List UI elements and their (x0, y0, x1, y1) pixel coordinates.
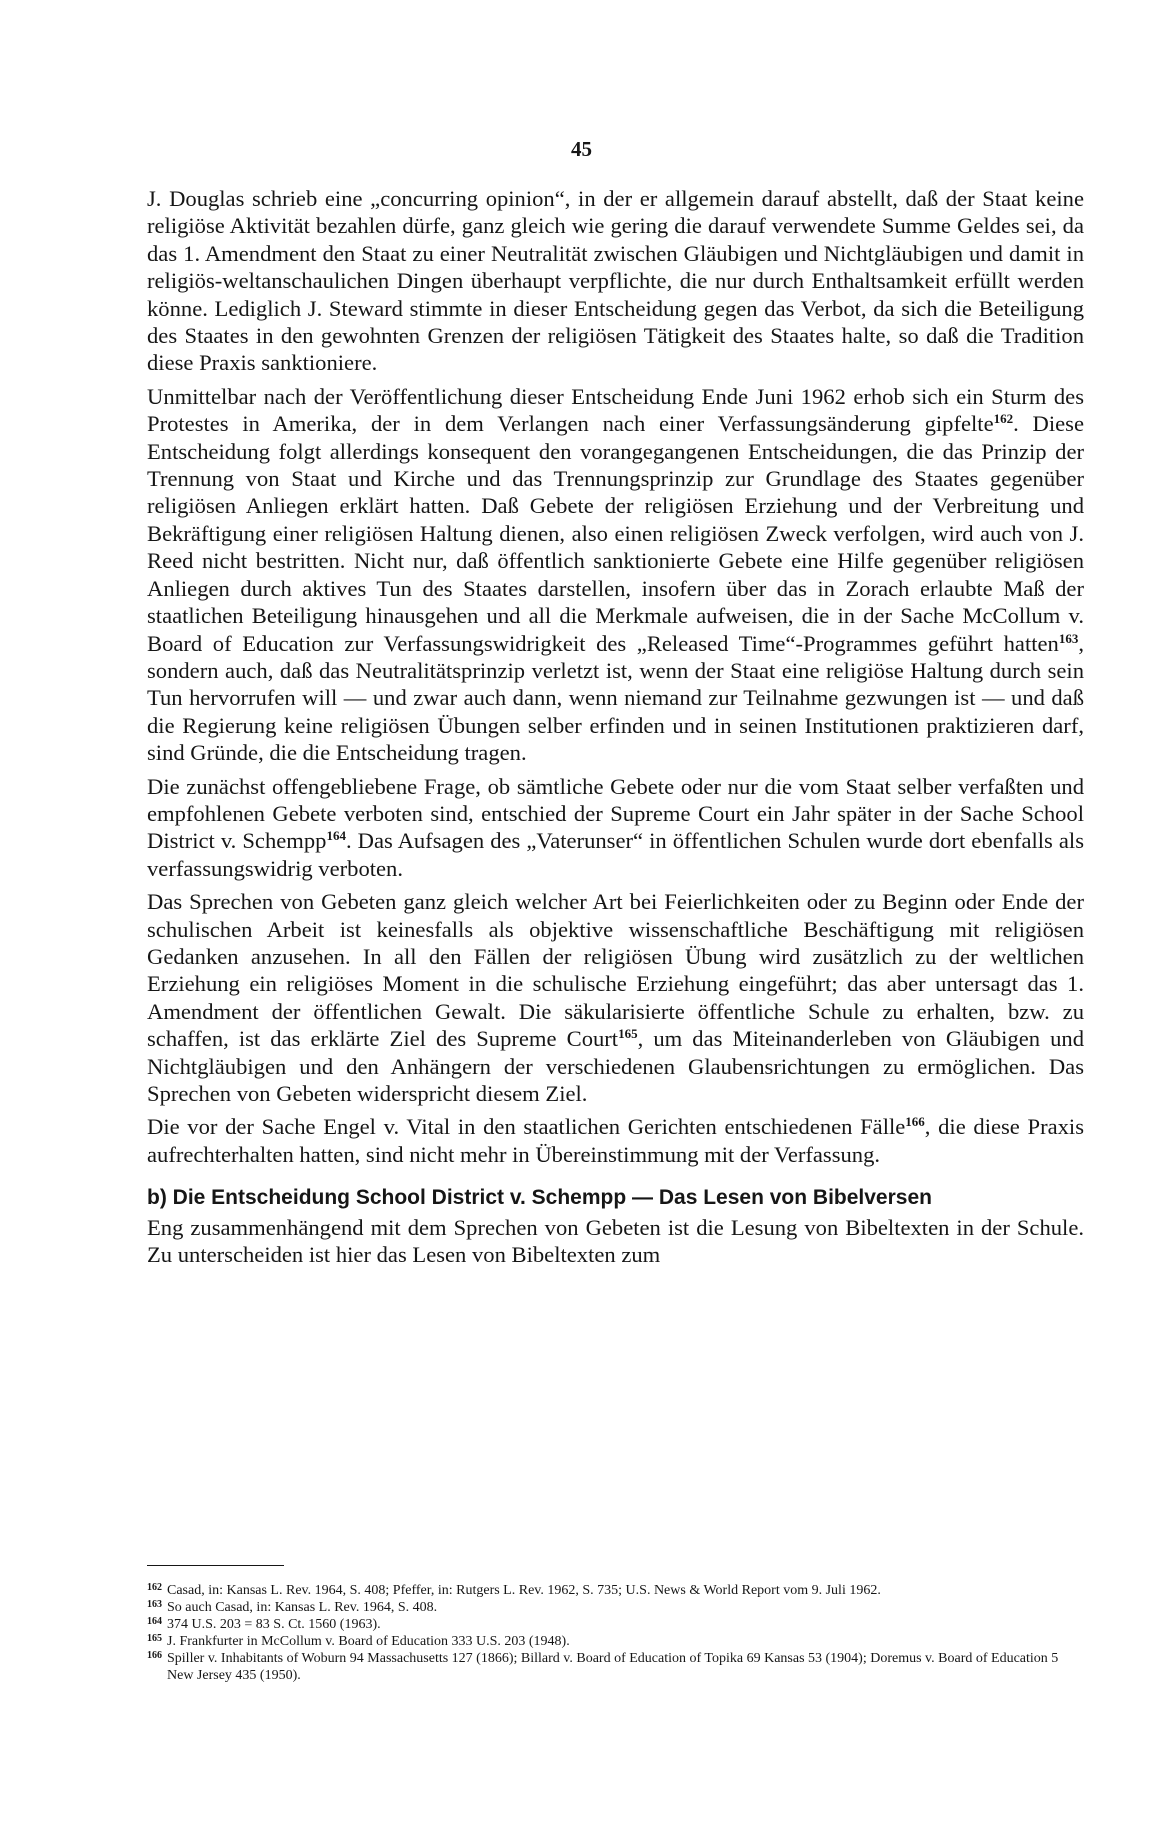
section-heading: b) Die Entscheidung School District v. Schempp — Das Lesen von Bibelversen (147, 1186, 932, 1210)
footnote (147, 1616, 1084, 1633)
footnote-mark: 165 (147, 1633, 162, 1644)
paragraph: Die zunächst offengebliebene Frage, ob sämtliche Gebete oder nur die vom Staat selber verfaßten und empfohlenen Gebete verboten sind, entschied der Supreme Court ein Jahr später in der Sache School District v. Schempp$^{164}$. Das Aufsagen des „Vaterunser“ in öffentlichen Schulen wurde dort ebenfalls als verfassungswidrig verboten. (147, 773, 1084, 881)
footnote-ref: 162 (993, 411, 1014, 427)
body-text (147, 185, 1084, 1274)
footnote-text: Casad, in: Kansas L. Rev. 1964, S. 408; Pfeffer, in: Rutgers L. Rev. 1962, S. 735; U.S. News & World Report vom 9. Juli 1962. (167, 1583, 881, 1598)
footnote-ref: 163 (1058, 630, 1079, 646)
footnote-mark: 164 (147, 1616, 162, 1627)
footnote-ref: 166 (905, 1114, 925, 1130)
paragraph: Das Sprechen von Gebeten ganz gleich welcher Art bei Feierlichkeiten oder zu Beginn oder Ende der schulischen Arbeit ist keinesfalls als objektive wissenschaftliche Beschäftigung mit religiösen Gedanken anzusehen. In all den Fällen der religiösen Übung wird zusätzlich zu der weltlichen Erziehung ein religiöses Moment in die schulische Erziehung eingeführt; das aber untersagt das 1. Amendment der öffentlichen Gewalt. Die säkularisierte öffentliche Schule zu erhalten, bzw. zu schaffen, ist das erklärte Ziel des Supreme Court$^{165}$, um das Miteinanderleben von Gläubigen und Nichtgläubigen und den Anhängern der verschiedenen Glaubensrichtungen zu ermöglichen. Das Sprechen von Gebeten widerspricht diesem Ziel. (147, 889, 1084, 1106)
footnote-ref: 165 (618, 1026, 638, 1042)
footnote (147, 1650, 1084, 1684)
paragraph: Die vor der Sache Engel v. Vital in den staatlichen Gerichten entschiedenen Fälle$^{166}$, die diese Praxis aufrechterhalten hatten, sind nicht mehr in Übereinstimmung mit der Verfassung. (147, 1114, 1084, 1167)
page-number: 45 (571, 137, 592, 161)
footnote-text: J. Frankfurter in McCollum v. Board of Education 333 U.S. 203 (1948). (167, 1634, 570, 1649)
footnotes (147, 1582, 1084, 1684)
footnote (147, 1599, 1084, 1616)
footnote-mark: 162 (147, 1582, 162, 1593)
footnote-divider (147, 1565, 284, 1566)
footnote-text: So auch Casad, in: Kansas L. Rev. 1964, S. 408. (167, 1600, 438, 1615)
paragraph: Eng zusammenhängend mit dem Sprechen von Gebeten ist die Lesung von Bibeltexten in der Schule. Zu unterscheiden ist hier das Lesen von Bibeltexten zum (147, 1214, 1084, 1268)
footnote-text: 374 U.S. 203 = 83 S. Ct. 1560 (1963). (167, 1617, 381, 1632)
footnote (147, 1633, 1084, 1650)
footnote-mark: 166 (147, 1650, 162, 1661)
footnote-mark: 163 (147, 1599, 162, 1610)
footnote (147, 1582, 1084, 1599)
footnote-text: Spiller v. Inhabitants of Woburn 94 Massachusetts 127 (1866); Billard v. Board of Education of Topika 69 Kansas 53 (1904); Doremus v. Board of Education 5 New Jersey 435 (1950). (167, 1651, 1059, 1683)
paragraph: Unmittelbar nach der Veröffentlichung dieser Entscheidung Ende Juni 1962 erhob sich ein Sturm des Protestes in Amerika, der in dem Verlangen nach einer Verfassungsänderung gipfelte$^{162}$. Diese Entscheidung folgt allerdings konsequent den vorangegangenen Entscheidungen, die das Prinzip der Trennung von Staat und Kirche und das Trennungsprinzip zur Grundlage des Staates gegenüber religiösen Anliegen erklärt hatten. Daß Gebete der religiösen Erziehung und der Verbreitung und Bekräftigung einer religiösen Haltung dienen, also einen religiösen Zweck verfolgen, wird auch von J. Reed nicht bestritten. Nicht nur, daß öffentlich sanktionierte Gebete eine Hilfe gegenüber religiösen Anliegen durch aktives Tun des Staates darstellen, insofern über das in Zorach erlaubte Maß der staatlichen Beteiligung hinausgehen und all die Merkmale aufweisen, die in der Sache McCollum v. Board of Education zur Verfassungswidrigkeit des „Released Time“-Programmes geführt hatten$^{163}$, sondern auch, daß das Neutralitätsprinzip verletzt ist, wenn der Staat eine religiöse Haltung durch sein Tun hervorrufen will — und zwar auch dann, wenn niemand zur Teilnahme gezwungen ist — und daß die Regierung keine religiösen Übungen selber erfinden und in seinen Institutionen praktizieren darf, sind Gründe, die die Entscheidung tragen. (147, 383, 1084, 766)
paragraph: J. Douglas schrieb eine „concurring opinion“, in der er allgemein darauf abstellt, daß der Staat keine religiöse Aktivität bezahlen dürfe, ganz gleich wie gering die darauf verwendete Summe Geldes sei, da das 1. Amendment den Staat zu einer Neutralität zwischen Gläubigen und Nichtgläubigen und damit in religiös-weltanschaulichen Dingen überhaupt verpflichte, die nur durch Enthaltsamkeit erfüllt werden könne. Lediglich J. Steward stimmte in dieser Entscheidung gegen das Verbot, da sich die Beteiligung des Staates in den gewohnten Grenzen der religiösen Tätigkeit des Staates halte, so daß die Tradition diese Praxis sanktioniere. (147, 186, 1084, 376)
footnote-ref: 164 (326, 828, 346, 844)
